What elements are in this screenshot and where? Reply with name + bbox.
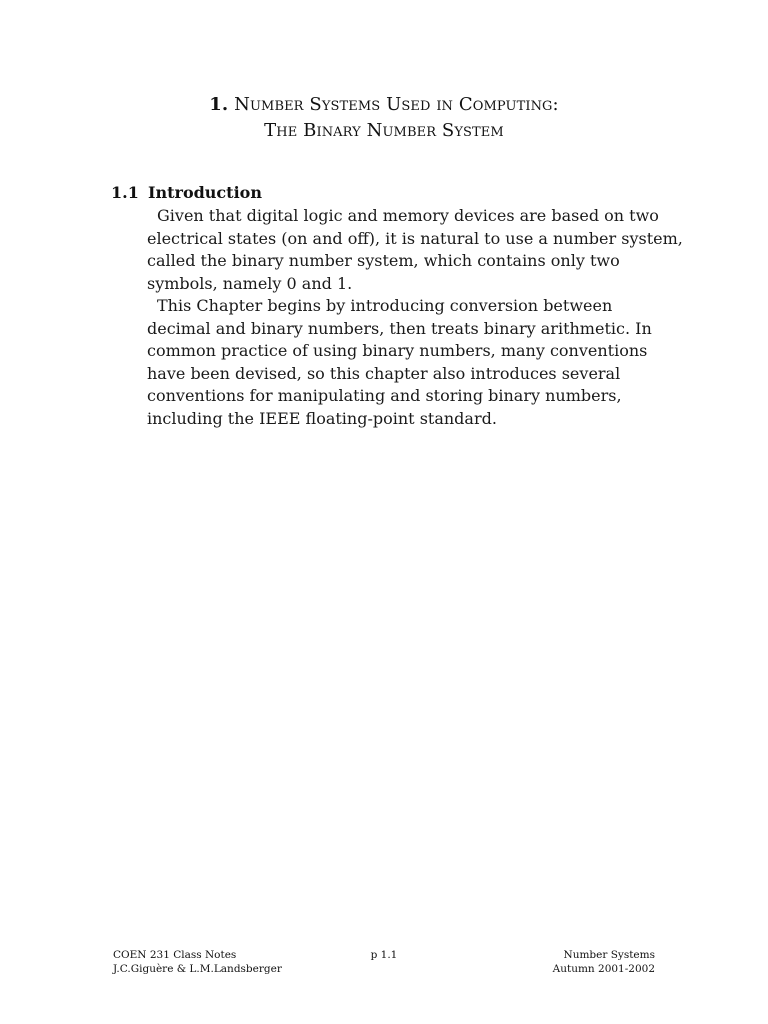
- paragraph-2: [147, 295, 652, 430]
- paragraph-1: [147, 205, 683, 295]
- paragraph-line: common practice of using binary numbers, many conventions: [147, 341, 648, 360]
- page-footer: [113, 948, 655, 978]
- footer-topic: Number Systems: [563, 949, 655, 961]
- section-title: Introduction: [148, 183, 262, 202]
- paragraph-line: Given that digital logic and memory devices are based on two: [157, 206, 659, 225]
- footer-page-number: p 1.1: [370, 949, 398, 961]
- chapter-title-text-1: Number Systems Used in Computing:: [234, 94, 559, 115]
- paragraph-line: symbols, namely 0 and 1.: [147, 273, 353, 293]
- footer-authors: J.C.Giguère & L.M.Landsberger: [113, 963, 282, 975]
- paragraph-line: including the IEEE floating-point standard.: [147, 408, 497, 428]
- paragraph-line: have been devised, so this chapter also introduces several: [147, 363, 621, 383]
- paragraph-line: called the binary number system, which contains only two: [147, 251, 620, 270]
- chapter-number: 1.: [209, 94, 229, 115]
- body-text: [147, 205, 683, 430]
- section-number: 1.1: [111, 183, 139, 202]
- section-heading: [111, 183, 262, 203]
- chapter-title: [0, 92, 768, 144]
- footer-term: Autumn 2001-2002: [552, 963, 655, 975]
- footer-course: COEN 231 Class Notes: [113, 949, 237, 961]
- chapter-title-line-2: The Binary Number System: [264, 120, 504, 141]
- paragraph-line: decimal and binary numbers, then treats binary arithmetic. In: [147, 318, 652, 338]
- footer-right: [553, 948, 655, 976]
- paragraph-line: electrical states (on and off), it is natural to use a number system,: [147, 228, 683, 248]
- paragraph-line: This Chapter begins by introducing conversion between: [157, 296, 613, 315]
- chapter-title-line-1: [0, 92, 768, 118]
- paragraph-line: conventions for manipulating and storing binary numbers,: [147, 386, 622, 405]
